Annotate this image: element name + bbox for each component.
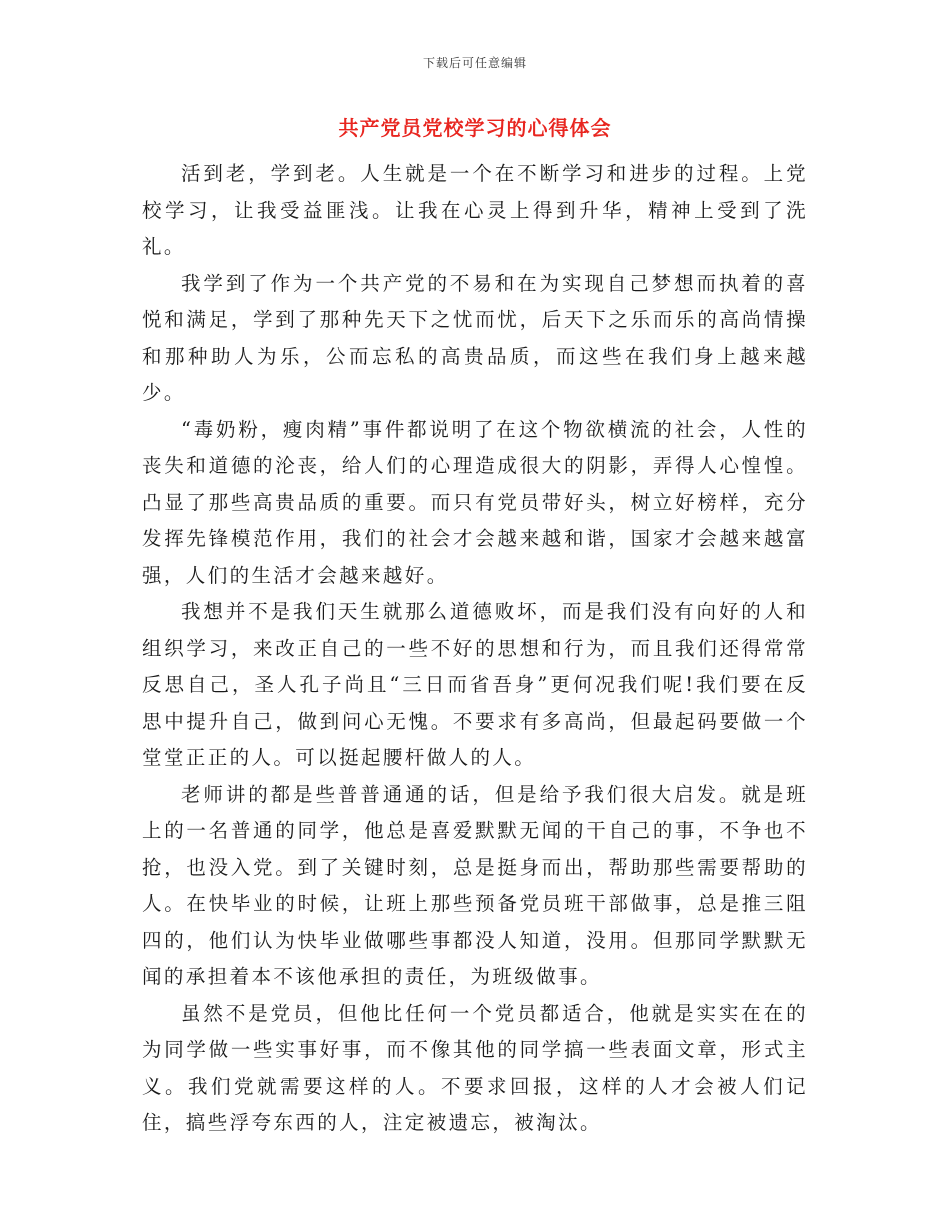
document-title: 共产党员党校学习的心得体会 <box>338 116 612 140</box>
paragraph-1: 活到老，学到老。人生就是一个在不断学习和进步的过程。上党校学习，让我受益匪浅。让我在心灵上得到升华，精神上受到了洗礼。 <box>142 162 808 258</box>
header-note: 下载后可任意编辑 <box>422 56 527 70</box>
paragraph-4: 我想并不是我们天生就那么道德败坏，而是我们没有向好的人和组织学习，来改正自己的一些不好的思想和行为，而且我们还得常常反思自己，圣人孔子尚且“三日而省吾身”更何况我们呢!我们要在反思中提升自己，做到问心无愧。不要求有多高尚，但最起码要做一个堂堂正正的人。可以挺起腰杆做人的人。 <box>142 600 808 769</box>
document-body <box>142 156 808 1142</box>
paragraph-3: “毒奶粉，瘦肉精”事件都说明了在这个物欲横流的社会，人性的丧失和道德的沦丧，给人们的心理造成很大的阴影，弄得人心惶惶。凸显了那些高贵品质的重要。而只有党员带好头，树立好榜样，充分发挥先锋模范作用，我们的社会才会越来越和谐，国家才会越来越富强，人们的生活才会越来越好。 <box>142 417 808 587</box>
paragraph-5: 老师讲的都是些普普通通的话，但是给予我们很大启发。就是班上的一名普通的同学，他总是喜爱默默无闻的干自己的事，不争也不抢，也没入党。到了关键时刻，总是挺身而出，帮助那些需要帮助的人。在快毕业的时候，让班上那些预备党员班干部做事，总是推三阻四的，他们认为快毕业做哪些事都没人知道，没用。但那同学默默无闻的承担着本不该他承担的责任，为班级做事。 <box>142 782 808 988</box>
paragraph-6: 虽然不是党员，但他比任何一个党员都适合，他就是实实在在的为同学做一些实事好事，而不像其他的同学搞一些表面文章，形式主义。我们党就需要这样的人。不要求回报，这样的人才会被人们记住，搞些浮夸东西的人，注定被遗忘，被淘汰。 <box>142 1001 808 1134</box>
paragraph-2: 我学到了作为一个共产党的不易和在为实现自己梦想而执着的喜悦和满足，学到了那种先天下之忧而忧，后天下之乐而乐的高尚情操和那种助人为乐，公而忘私的高贵品质，而这些在我们身上越来越少。 <box>142 271 808 404</box>
